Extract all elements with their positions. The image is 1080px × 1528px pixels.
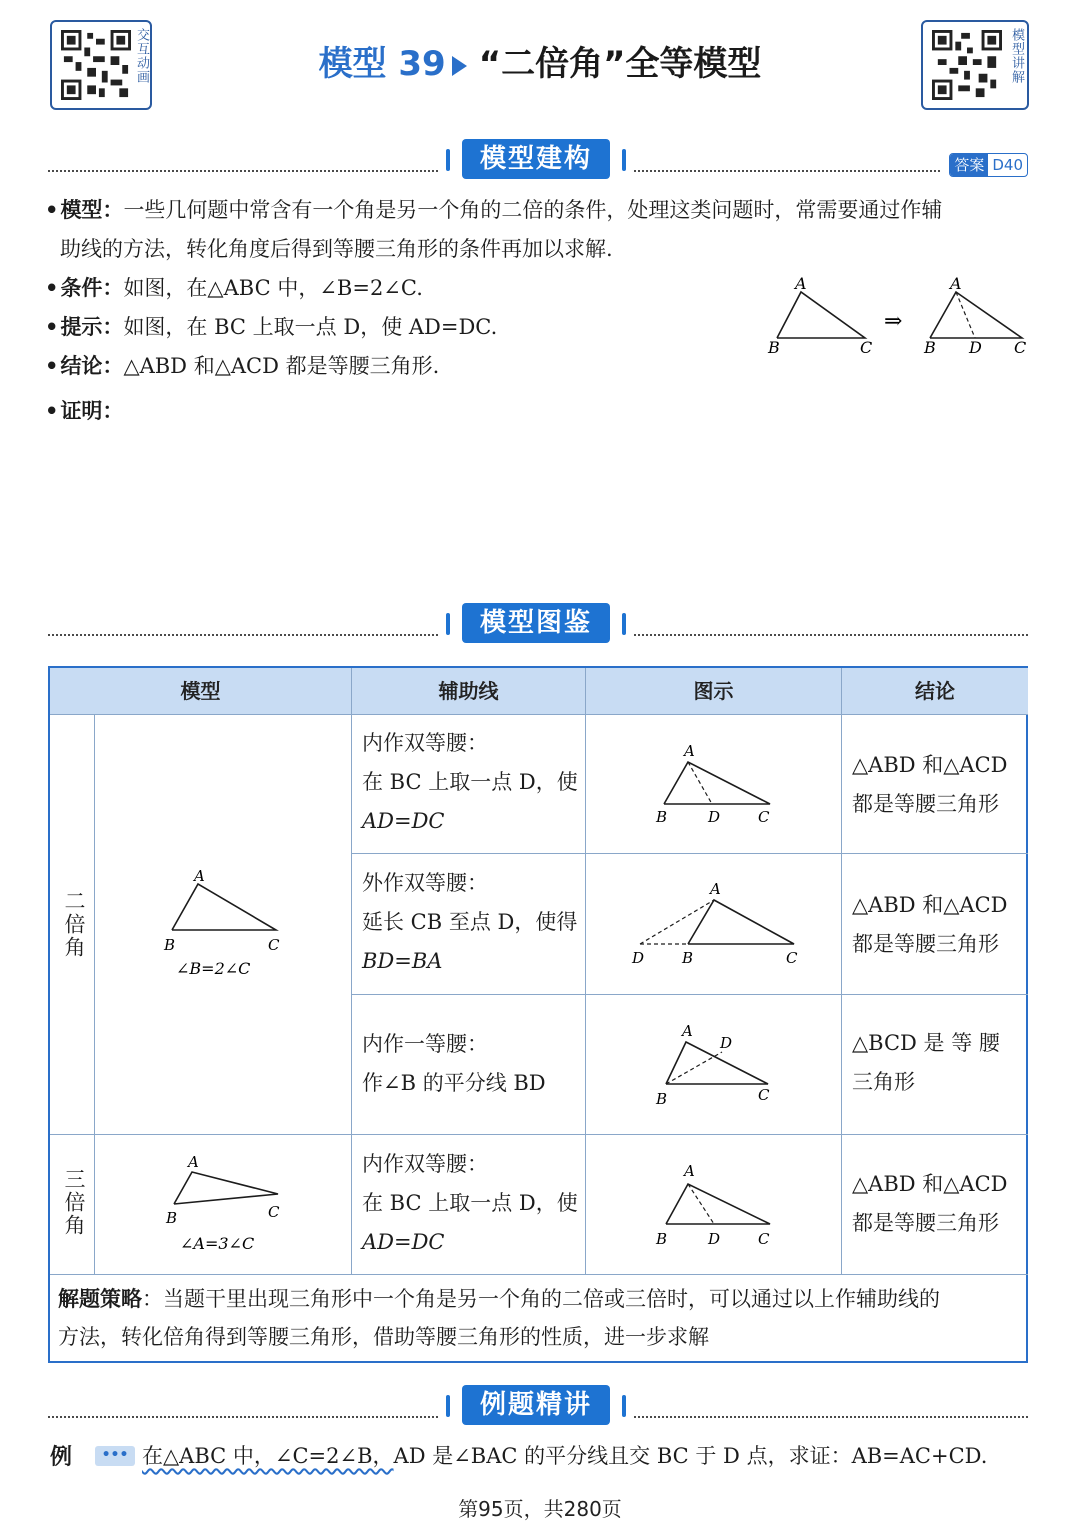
conclusion-line: △ABD 和△ACD xyxy=(852,753,1008,777)
model-figure-double xyxy=(154,864,294,984)
aux-line-condition: BD=BA xyxy=(362,949,443,973)
page-title xyxy=(0,36,1080,85)
model-text-1: 一些几何题中常含有一个角是另一个角的二倍的条件，处理这类问题时，常需要通过作辅 xyxy=(123,198,943,222)
section-title-example: 例题精讲 xyxy=(462,1385,610,1425)
vertex-label: B xyxy=(164,936,176,954)
section-title-model-construction: 模型建构 xyxy=(462,139,610,179)
aux-line-title: 内作一等腰： xyxy=(362,1032,488,1056)
conclusion-line: 都是等腰三角形 xyxy=(852,932,999,956)
vertex-label: C xyxy=(1014,338,1027,357)
vertex-label: A xyxy=(710,880,721,898)
vertex-label: C xyxy=(758,1230,770,1248)
page-number: 第95页，共280页 xyxy=(458,1497,622,1521)
section-divider-right xyxy=(634,634,1028,636)
section-divider-left xyxy=(48,170,438,172)
conclusion-line: 都是等腰三角形 xyxy=(852,792,999,816)
conclusion-line: △ABD 和△ACD xyxy=(852,893,1008,917)
example-condition: 在△ABC 中，∠C=2∠B， xyxy=(142,1444,394,1468)
qr-code-right[interactable] xyxy=(921,20,1029,110)
bullet-conclusion: •结论：△ABD 和△ACD 都是等腰三角形. xyxy=(45,354,440,378)
figure-triple-angle xyxy=(646,1158,786,1254)
hint-text: 如图，在 BC 上取一点 D，使 AD=DC. xyxy=(123,315,498,339)
aux-line-condition: AD=DC xyxy=(362,809,445,833)
figure-outer-double-isosceles xyxy=(626,874,806,974)
vertex-label: C xyxy=(786,949,798,967)
model-label: 模型： xyxy=(60,198,124,222)
bullet-proof: •证明： xyxy=(45,399,124,423)
conclusion-line: 三角形 xyxy=(852,1070,915,1094)
answer-badge[interactable] xyxy=(949,153,1028,177)
section-title-model-gallery: 模型图鉴 xyxy=(462,603,610,643)
vertex-label: B xyxy=(768,338,780,357)
vertex-label: D xyxy=(632,949,645,967)
model-text-2: 助线的方法，转化角度后得到等腰三角形的条件再加以求解. xyxy=(60,237,613,261)
vertex-label: D xyxy=(708,1230,721,1248)
aux-line-cell xyxy=(362,1025,546,1103)
section-divider-left xyxy=(48,634,438,636)
model-gallery-table xyxy=(48,666,1028,1363)
bullet-hint: •提示：如图，在 BC 上取一点 D，使 AD=DC. xyxy=(45,315,498,339)
conclusion-cell xyxy=(852,1024,1000,1102)
model-number: 模型 39 xyxy=(318,44,446,84)
example-label: 例 xyxy=(50,1445,73,1470)
vertex-label: B xyxy=(656,1090,668,1108)
aux-line-cell xyxy=(362,724,578,841)
section-divider-right xyxy=(634,1416,1028,1418)
answer-code: D40 xyxy=(992,156,1023,174)
figure-inner-single-isosceles xyxy=(646,1016,786,1116)
hint-label: 提示： xyxy=(60,315,124,339)
model-caption: ∠A=3∠C xyxy=(180,1234,255,1253)
example-rest: AD 是∠BAC 的平分线且交 BC 于 D 点，求证：AB=AC+CD. xyxy=(393,1444,988,1468)
vertex-label: A xyxy=(188,1153,199,1171)
condition-text: 如图，在△ABC 中，∠B=2∠C. xyxy=(123,276,423,300)
top-triangle-figure xyxy=(760,270,1040,360)
vertex-label: A xyxy=(795,274,807,293)
conclusion-line: 都是等腰三角形 xyxy=(852,1211,999,1235)
vertex-label: A xyxy=(194,867,205,885)
vertex-label: A xyxy=(682,1022,693,1040)
table-header-conclusion: 结论 xyxy=(842,668,1028,714)
table-header-aux-line: 辅助线 xyxy=(352,668,585,714)
conclusion-label: 结论： xyxy=(60,354,124,378)
condition-label: 条件： xyxy=(60,276,124,300)
example-badge[interactable]: ••• xyxy=(95,1446,135,1466)
conclusion-cell xyxy=(852,1165,1007,1243)
play-triangle-icon xyxy=(452,56,467,76)
vertex-label: C xyxy=(758,808,770,826)
solving-strategy xyxy=(58,1280,1018,1356)
proof-label: 证明： xyxy=(60,399,124,423)
vertex-label: A xyxy=(950,274,962,293)
vertex-label: D xyxy=(969,338,982,357)
qr-left-label: 交互动画 xyxy=(134,28,149,84)
strategy-text-cont: 方法，转化倍角得到等腰三角形，借助等腰三角形的性质，进一步求解 xyxy=(58,1325,709,1349)
model-figure-triple xyxy=(154,1146,294,1266)
conclusion-cell xyxy=(852,746,1007,824)
vertex-label: B xyxy=(682,949,694,967)
strategy-text: ：当题干里出现三角形中一个角是另一个角的二倍或三倍时，可以通过以上作辅助线的 xyxy=(142,1287,940,1311)
model-title: “二倍角”全等模型 xyxy=(478,44,762,84)
vertex-label: A xyxy=(684,742,695,760)
table-header-model: 模型 xyxy=(50,668,351,714)
bullet-model-cont xyxy=(60,234,613,264)
vertex-label: B xyxy=(166,1209,178,1227)
bullet-condition: •条件：如图，在△ABC 中，∠B=2∠C. xyxy=(45,276,423,300)
section-divider-left xyxy=(48,1416,438,1418)
conclusion-cell xyxy=(852,886,1007,964)
conclusion-line: △ABD 和△ACD xyxy=(852,1172,1008,1196)
aux-line-cell xyxy=(362,864,577,981)
aux-line-title: 外作双等腰： xyxy=(362,871,488,895)
vertex-label: C xyxy=(268,936,280,954)
example-question xyxy=(142,1440,987,1470)
model-caption: ∠B=2∠C xyxy=(176,959,251,978)
aux-line-condition: AD=DC xyxy=(362,1230,445,1254)
aux-line-step: 在 BC 上取一点 D，使 xyxy=(362,770,578,794)
aux-line-cell xyxy=(362,1145,578,1262)
vertex-label: B xyxy=(656,1230,668,1248)
vertex-label: D xyxy=(708,808,721,826)
vertex-label: B xyxy=(656,808,668,826)
vertex-label: C xyxy=(860,338,873,357)
table-header-figure: 图示 xyxy=(586,668,841,714)
strategy-label: 解题策略 xyxy=(58,1287,142,1311)
vertex-label: B xyxy=(924,338,936,357)
group-label-triple-angle: 三倍角 xyxy=(62,1168,86,1237)
conclusion-line: △BCD 是 等 腰 xyxy=(852,1031,1000,1055)
aux-line-step: 在 BC 上取一点 D，使 xyxy=(362,1191,578,1215)
conclusion-text: △ABD 和△ACD 都是等腰三角形. xyxy=(123,354,440,378)
qr-right-label: 模型讲解 xyxy=(1009,28,1024,84)
aux-line-title: 内作双等腰： xyxy=(362,1152,488,1176)
section-divider-right xyxy=(634,170,940,172)
aux-line-step: 延长 CB 至点 D，使得 xyxy=(362,910,578,934)
vertex-label: A xyxy=(684,1162,695,1180)
vertex-label: D xyxy=(720,1034,733,1052)
group-label-double-angle: 二倍角 xyxy=(62,890,86,959)
answer-label: 答案 xyxy=(950,154,988,176)
qr-pattern-icon xyxy=(931,30,1003,100)
bullet-model: •模型：一些几何题中常含有一个角是另一个角的二倍的条件，处理这类问题时，常需要通过作辅 xyxy=(45,198,943,222)
aux-line-step: 作∠B 的平分线 BD xyxy=(362,1071,546,1095)
vertex-label: C xyxy=(758,1086,770,1104)
aux-line-title: 内作双等腰： xyxy=(362,731,488,755)
vertex-label: C xyxy=(268,1203,280,1221)
figure-inner-double-isosceles xyxy=(646,736,786,832)
implies-arrow: ⇒ xyxy=(884,309,903,334)
